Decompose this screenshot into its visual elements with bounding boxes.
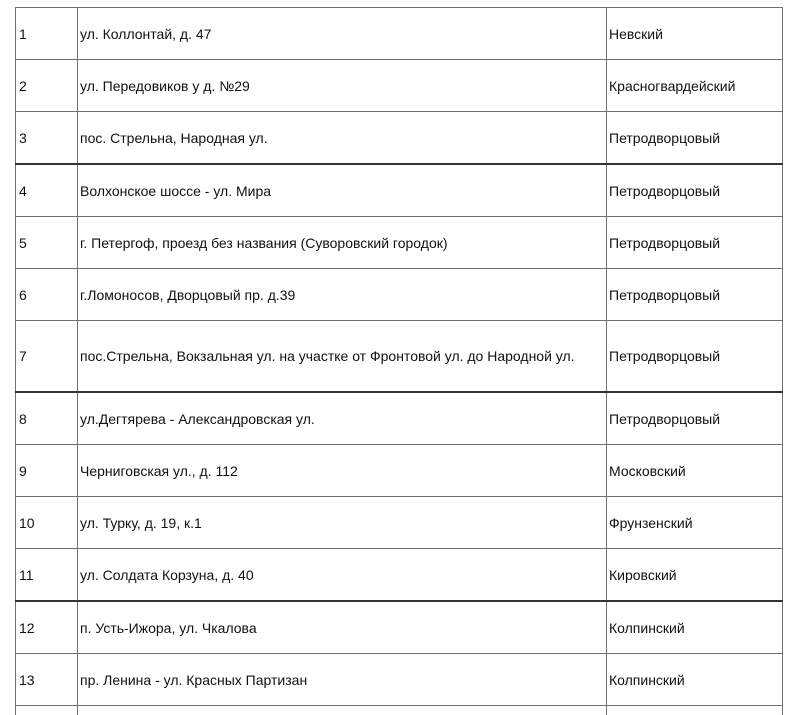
district-cell: Петродворцовый bbox=[607, 164, 783, 217]
table-row bbox=[16, 164, 783, 217]
table-row bbox=[16, 321, 783, 393]
district-cell: Петродворцовый bbox=[607, 217, 783, 269]
row-number: 8 bbox=[16, 392, 78, 445]
row-number: 9 bbox=[16, 445, 78, 497]
row-number: 1 bbox=[16, 8, 78, 60]
table-row bbox=[16, 445, 783, 497]
table-row bbox=[16, 269, 783, 321]
address-cell: ул.Дегтярева - Александровская ул. bbox=[78, 392, 607, 445]
locations-table bbox=[15, 7, 783, 715]
table-row bbox=[16, 549, 783, 602]
address-cell: ул. Передовиков у д. №29 bbox=[78, 60, 607, 112]
table-row bbox=[16, 60, 783, 112]
address-cell: пр. Ленина - ул. Красных Партизан bbox=[78, 654, 607, 706]
document-page bbox=[15, 7, 783, 715]
district-cell: Петродворцовый bbox=[607, 321, 783, 393]
table-row bbox=[16, 112, 783, 165]
district-cell: Петродворцовый bbox=[607, 112, 783, 165]
row-number: 7 bbox=[16, 321, 78, 393]
district-cell: Кировский bbox=[607, 549, 783, 602]
table-body bbox=[16, 8, 783, 715]
address-cell: г. Петергоф, проезд без названия (Суворовский городок) bbox=[78, 217, 607, 269]
address-cell: п. Усть-Ижора, ул. Чкалова bbox=[78, 601, 607, 654]
district-cell: Колпинский bbox=[607, 654, 783, 706]
row-number: 12 bbox=[16, 601, 78, 654]
district-cell: Красногвардейский bbox=[607, 60, 783, 112]
table-row bbox=[16, 706, 783, 715]
table-row bbox=[16, 217, 783, 269]
address-cell: ул. Турку, д. 19, к.1 bbox=[78, 497, 607, 549]
table-row bbox=[16, 654, 783, 706]
address-cell: Черниговская ул., д. 112 bbox=[78, 445, 607, 497]
table-row bbox=[16, 497, 783, 549]
table-row bbox=[16, 601, 783, 654]
district-cell bbox=[607, 706, 783, 715]
row-number: 4 bbox=[16, 164, 78, 217]
address-cell: ул. Коллонтай, д. 47 bbox=[78, 8, 607, 60]
row-number: 3 bbox=[16, 112, 78, 165]
address-cell: пос.Стрельна, Вокзальная ул. на участке от Фронтовой ул. до Народной ул. bbox=[78, 321, 607, 393]
table-row bbox=[16, 392, 783, 445]
address-cell: Волхонское шоссе - ул. Мира bbox=[78, 164, 607, 217]
district-cell: Колпинский bbox=[607, 601, 783, 654]
district-cell: Петродворцовый bbox=[607, 392, 783, 445]
row-number: 2 bbox=[16, 60, 78, 112]
district-cell: Невский bbox=[607, 8, 783, 60]
row-number bbox=[16, 706, 78, 715]
row-number: 11 bbox=[16, 549, 78, 602]
row-number: 10 bbox=[16, 497, 78, 549]
district-cell: Петродворцовый bbox=[607, 269, 783, 321]
district-cell: Московский bbox=[607, 445, 783, 497]
row-number: 13 bbox=[16, 654, 78, 706]
table-row bbox=[16, 8, 783, 60]
address-cell: ул. Солдата Корзуна, д. 40 bbox=[78, 549, 607, 602]
address-cell: пос. Стрельна, Народная ул. bbox=[78, 112, 607, 165]
district-cell: Фрунзенский bbox=[607, 497, 783, 549]
row-number: 5 bbox=[16, 217, 78, 269]
address-cell: г.Ломоносов, Дворцовый пр. д.39 bbox=[78, 269, 607, 321]
row-number: 6 bbox=[16, 269, 78, 321]
address-cell bbox=[78, 706, 607, 715]
